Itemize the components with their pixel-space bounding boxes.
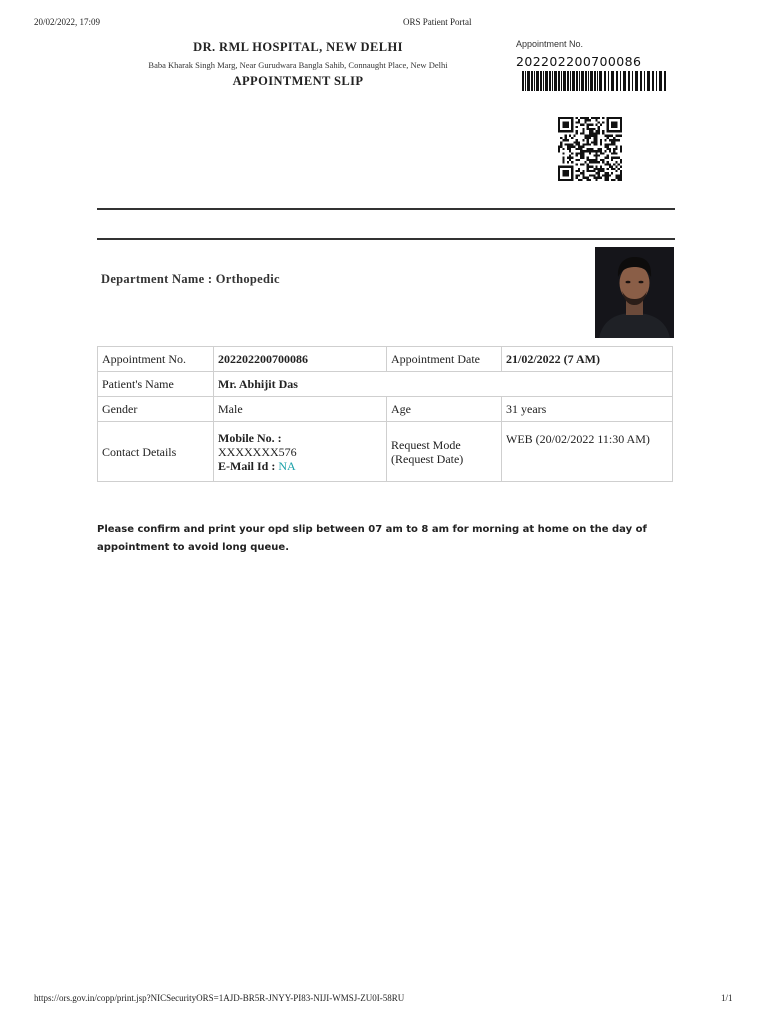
table-row <box>98 422 673 482</box>
print-datetime: 20/02/2022, 17:09 <box>34 17 101 27</box>
divider-top <box>97 208 675 210</box>
appointment-details-table <box>97 346 673 482</box>
print-page-title: ORS Patient Portal <box>403 17 472 27</box>
request-mode-label <box>387 422 502 482</box>
barcode-image <box>522 71 666 91</box>
mobile-label: Mobile No. : <box>218 430 282 445</box>
appointment-no-label: Appointment No. <box>98 347 214 372</box>
request-mode-label-line2: (Request Date) <box>391 451 464 466</box>
table-row <box>98 347 673 372</box>
slip-title: APPOINTMENT SLIP <box>232 74 364 88</box>
department-line <box>101 272 280 287</box>
department-label: Department Name : <box>101 272 213 286</box>
mobile-value: XXXXXXX576 <box>218 444 297 459</box>
request-mode-value: WEB (20/02/2022 11:30 AM) <box>502 422 673 482</box>
appointment-date-value: 21/02/2022 (7 AM) <box>502 347 673 372</box>
request-mode-label-line1: Request Mode <box>391 437 461 452</box>
department-value: Orthopedic <box>215 272 280 286</box>
contact-details-label: Contact Details <box>98 422 214 482</box>
email-value-link[interactable]: NA <box>278 458 296 473</box>
appointment-no-value: 202202200700086 <box>214 347 387 372</box>
age-value: 31 years <box>502 397 673 422</box>
qr-code-image <box>558 117 622 181</box>
divider-bottom <box>97 238 675 240</box>
email-label: E-Mail Id : <box>218 458 276 473</box>
patient-name-label: Patient's Name <box>98 372 214 397</box>
appointment-number-label: Appointment No. <box>516 39 584 49</box>
appointment-number-value: 202202200700086 <box>516 54 642 69</box>
table-row <box>98 372 673 397</box>
print-footer-page: 1/1 <box>721 993 733 1003</box>
gender-label: Gender <box>98 397 214 422</box>
gender-value: Male <box>214 397 387 422</box>
hospital-name: DR. RML HOSPITAL, NEW DELHI <box>193 40 403 54</box>
print-footer-url: https://ors.gov.in/copp/print.jsp?NICSecurityORS=1AJD-BR5R-JNYY-PI83-NIJI-WMSJ-ZU0I-58RU <box>34 993 405 1003</box>
appointment-date-label: Appointment Date <box>387 347 502 372</box>
age-label: Age <box>387 397 502 422</box>
hospital-address: Baba Kharak Singh Marg, Near Gurudwara Bangla Sahib, Connaught Place, New Delhi <box>148 60 448 70</box>
patient-photo <box>595 247 674 338</box>
table-row <box>98 397 673 422</box>
contact-details-value <box>214 422 387 482</box>
patient-name-value: Mr. Abhijit Das <box>214 372 673 397</box>
opd-notice: Please confirm and print your opd slip between 07 am to 8 am for morning at home on the day of appointment to avoid long queue. <box>97 524 647 553</box>
